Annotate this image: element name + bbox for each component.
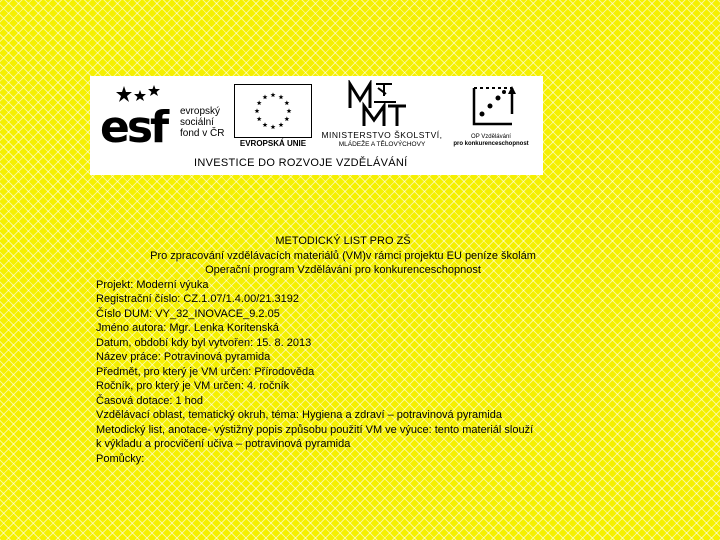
esf-line-1: evropský [180, 106, 221, 117]
eu-flag [234, 84, 312, 138]
time-allocation-line: Časová dotace: 1 hod [96, 394, 204, 407]
esf-lines [180, 106, 224, 139]
eu-label: EVROPSKÁ UNIE [239, 139, 307, 148]
eu-star [257, 100, 262, 105]
eu-star [255, 108, 260, 113]
grade-line: Ročník, pro který je VM určen: 4. ročník [96, 380, 290, 392]
msmt-line-1: MINISTERSTVO ŠKOLSTVÍ, [321, 130, 443, 140]
eu-star [263, 95, 268, 100]
eu-star [279, 122, 284, 127]
project-line: Projekt: Moderní výuka [96, 278, 209, 291]
educational-area-line: Vzdělávací oblast, tematický okruh, téma: Hygiena a zdraví – potravinová pyramida [96, 409, 502, 421]
msmt-logo [316, 80, 448, 158]
eu-star [263, 122, 268, 127]
eu-star [287, 108, 292, 113]
esf-line-2: sociální [180, 117, 214, 128]
program-name: Operační program Vzdělávání pro konkurenceschopnost [205, 264, 481, 276]
subject-line: Předmět, pro který je VM určen: Přírodověda [96, 365, 315, 378]
eu-star [284, 116, 289, 121]
msmt-mark-icon [346, 80, 410, 130]
author-line: Jméno autora: Mgr. Lenka Koritenská [96, 322, 279, 334]
eu-star [284, 100, 289, 105]
logo-banner [90, 76, 543, 175]
esf-wordmark: esf [100, 102, 167, 153]
esf-logo [98, 82, 225, 154]
annotation-line-1: Metodický list, anotace- výstižný popis způsobu použití VM ve výuce: tento materiál slouží [96, 423, 534, 436]
op-line-2: pro konkurenceschopnost [453, 141, 529, 147]
op-line-1: OP Vzdělávání [471, 134, 511, 140]
document-title: METODICKÝ LIST PRO ZŠ [275, 235, 411, 247]
eu-star [271, 124, 276, 129]
eu-stars-icon [235, 85, 311, 137]
eu-star [271, 92, 276, 97]
msmt-line-2: MLÁDEŽE A TĚLOVÝCHOVY [338, 141, 426, 148]
dum-number-line: Číslo DUM: VY_32_INOVACE_9.2.05 [96, 307, 280, 320]
esf-line-3: fond v ČR [180, 128, 225, 139]
annotation-line-2: k výkladu a procvičení učiva – potravinová pyramida [96, 438, 351, 450]
op-mark-icon [466, 84, 520, 132]
methodology-sheet [96, 234, 636, 466]
op-logo [448, 84, 534, 156]
document-subtitle: Pro zpracování vzdělávacích materiálů (VM)v rámci projektu EU peníze školám [150, 249, 536, 262]
work-title-line: Název práce: Potravinová pyramida [96, 351, 271, 363]
eu-star [279, 95, 284, 100]
date-line: Datum, období kdy byl vytvořen: 15. 8. 2013 [96, 336, 312, 349]
aids-line: Pomůcky: [96, 452, 145, 465]
investice-banner-text: INVESTICE DO ROZVOJE VZDĚLÁVÁNÍ [194, 157, 408, 169]
eu-logo [234, 84, 312, 152]
registration-number-line: Registrační číslo: CZ.1.07/1.4.00/21.3192 [96, 293, 300, 305]
eu-star [257, 116, 262, 121]
